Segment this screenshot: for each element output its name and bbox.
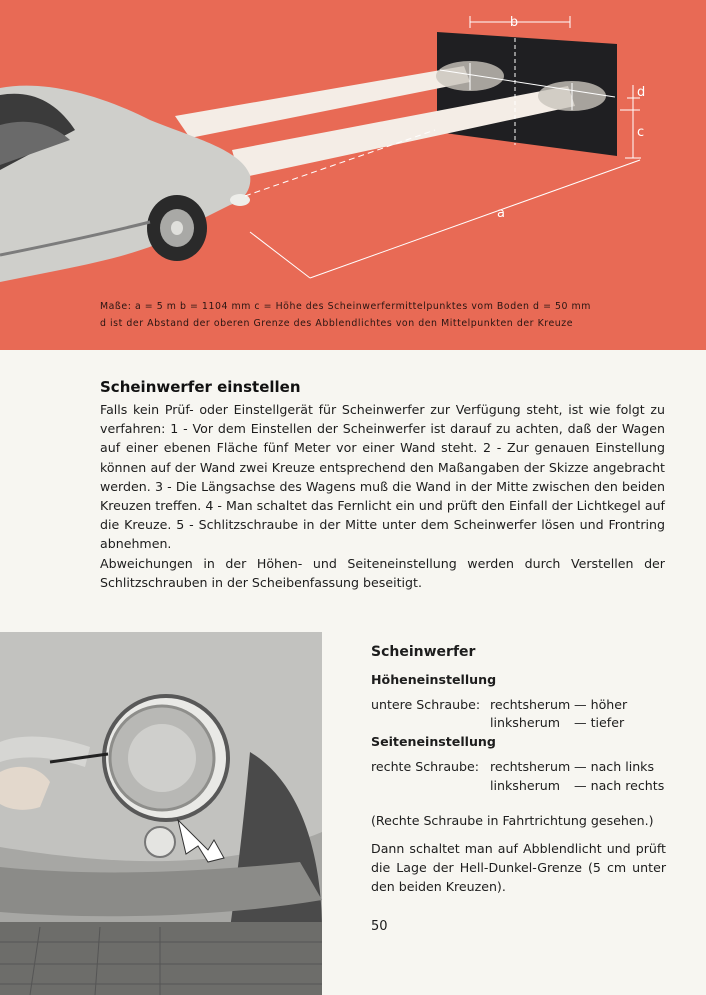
dimension-label-c: c xyxy=(637,125,645,140)
dimension-label-a: a xyxy=(497,206,505,221)
dimension-label-b: b xyxy=(509,15,519,30)
adjustment-result: — höher xyxy=(574,696,628,712)
screw-orientation-note: (Rechte Schraube in Fahrtrichtung gesehen.) xyxy=(371,812,654,828)
caption-line-2: d ist der Abstand der oberen Grenze des Abblendlichtes von den Mittelpunkten der Kreuze xyxy=(100,318,574,329)
horizontal-screw-label: rechte Schraube: xyxy=(371,758,480,774)
horizontal-adjustment-row xyxy=(371,758,666,777)
headlamp-photo xyxy=(0,632,322,995)
horizontal-adjustment-row xyxy=(371,777,666,796)
adjustment-direction: rechtsherum xyxy=(490,696,571,712)
adjustment-direction: linksherum xyxy=(490,777,560,793)
instructions-paragraph-2: Abweichungen in der Höhen- und Seiteneinstellung werden durch Verstellen der Schlitzschrauben in der Scheibenfassung beseitigt. xyxy=(100,555,665,590)
headlamp-adjustment xyxy=(371,643,666,897)
vertical-adjustment-row xyxy=(371,714,666,733)
dimension-label-d: d xyxy=(637,85,646,100)
adjustment-direction: rechtsherum xyxy=(490,758,571,774)
instructions-paragraph-1: Falls kein Prüf- oder Einstellgerät für Scheinwerfer zur Verfügung steht, ist wie folgt zu verfahren: 1 - Vor dem Einstellen der Scheinwerfer ist darauf zu achten, daß der Wagen auf einer ebenen Fläche fünf Meter vor einer Wand steht. 2 - Zur genauen Einstellung können auf der Wand zwei Kreuze entsprechend den Maßangaben der Skizze angebracht werden. 3 - Die Längsachse des Wagens muß die Wand in der Mitte zwischen den beiden Kreuzen treffen. 4 - Man schaltet das Fernlicht ein und prüft den Einfall der Lichtkegel auf die Kreuze. 5 - Schlitzschraube in der Mitte unter dem Scheinwerfer lösen und Frontring abnehmen. xyxy=(100,402,665,552)
headlamp-title: Scheinwerfer xyxy=(371,644,476,660)
caption-line-1: Maße: a = 5 m b = 1104 mm c = Höhe des Scheinwerfermittelpunktes vom Boden d = 50 mm xyxy=(100,301,591,312)
headlight-diagram xyxy=(0,0,706,350)
low-beam-check-text: Dann schaltet man auf Abblendlicht und prüft die Lage der Hell-Dunkel-Grenze (5 cm unter den beiden Kreuzen). xyxy=(371,841,666,894)
horizontal-adjustment-heading: Seiteneinstellung xyxy=(371,734,496,750)
adjustment-result: — tiefer xyxy=(574,715,625,731)
vertical-adjustment-row xyxy=(371,696,666,715)
headlamp-photo-illustration xyxy=(0,632,322,995)
vertical-screw-label: untere Schraube: xyxy=(371,696,481,712)
adjustment-result: — nach links xyxy=(574,758,655,774)
instructions-text xyxy=(100,400,665,592)
section-title: Scheinwerfer einstellen xyxy=(100,378,301,396)
vertical-adjustment-heading: Höheneinstellung xyxy=(371,671,497,687)
adjustment-direction: linksherum xyxy=(490,715,560,731)
adjustment-result: — nach rechts xyxy=(574,777,665,793)
diagram-caption xyxy=(100,298,660,332)
page-number: 50 xyxy=(371,919,388,934)
